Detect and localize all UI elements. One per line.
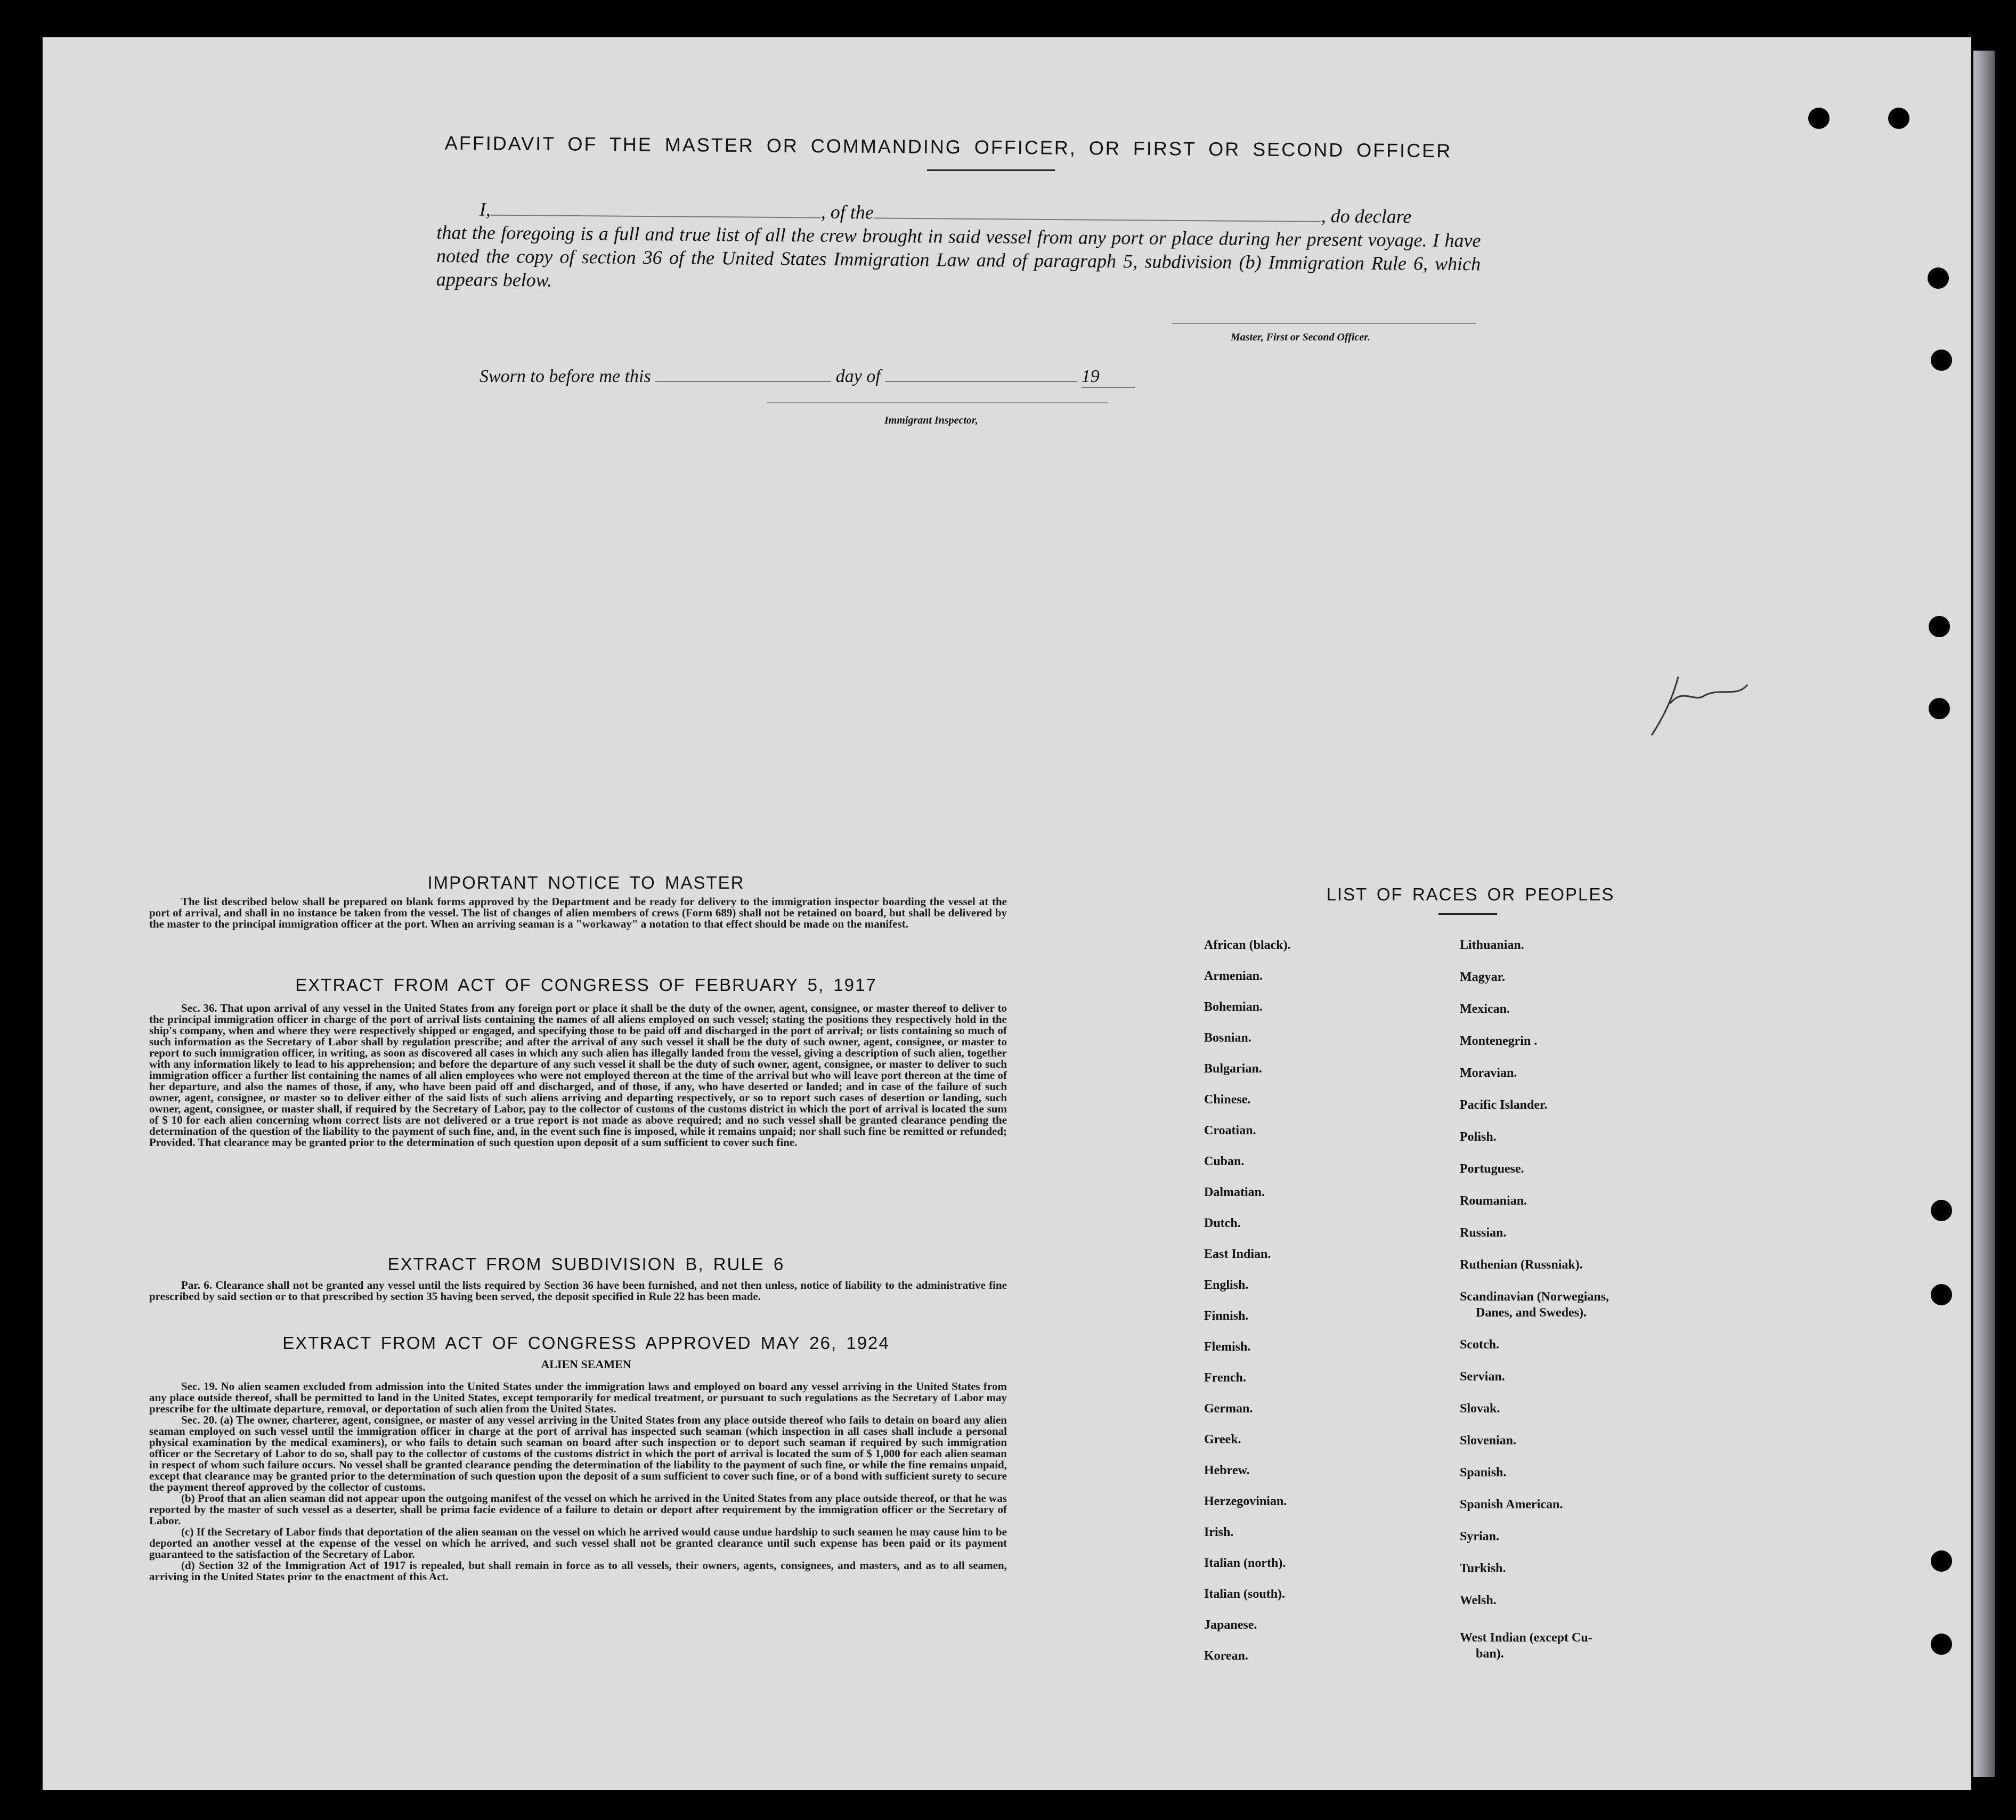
race-item: Italian (south). [1204, 1587, 1286, 1601]
race-item: Korean. [1204, 1649, 1248, 1663]
binder-hole-icon [1931, 350, 1952, 371]
extract-1924-paragraph: Sec. 19. No alien seamen excluded from admission into the United States under the immigration laws and employed on board any vessel arriving in the United States from any place outside thereof, shall be permitted to land in the United States, except temporarily for medical treatment, or pursuant to such regulations as the Secretary of Labor may prescribe for the ultimate departure, removal, or deportation of such alien from the United States. [149, 1380, 1007, 1415]
declare-label: , do declare [1321, 205, 1412, 228]
race-item: Greek. [1204, 1433, 1241, 1447]
sworn-month-field[interactable] [885, 381, 1077, 382]
binder-hole-icon [1931, 1284, 1952, 1305]
race-item: German. [1204, 1402, 1253, 1416]
race-item: Bulgarian. [1204, 1062, 1262, 1076]
race-item: Roumanian. [1460, 1194, 1527, 1208]
affidavit-declaration [436, 197, 1481, 299]
race-item: Scandinavian (Norwegians, [1460, 1290, 1609, 1304]
binder-hole-icon [1928, 267, 1949, 289]
binder-hole-icon [1929, 616, 1950, 637]
extract-1924-subtitle: ALIEN SEAMEN [541, 1358, 631, 1371]
binder-hole-icon [1931, 1550, 1952, 1572]
race-item: Lithuanian. [1460, 938, 1524, 952]
race-item: Armenian. [1204, 969, 1263, 983]
document-page [43, 37, 1971, 1790]
race-item: West Indian (except Cu- [1460, 1631, 1592, 1645]
sworn-day-field[interactable] [655, 381, 831, 382]
vessel-field[interactable] [874, 217, 1321, 222]
race-item: Spanish. [1460, 1466, 1507, 1480]
race-item: Herzegovinian. [1204, 1494, 1287, 1508]
extract-1924-text [149, 1381, 1007, 1582]
binder-hole-icon [1929, 698, 1950, 719]
race-item: Flemish. [1204, 1340, 1251, 1354]
binder-hole-icon [1931, 1200, 1952, 1221]
races-title-underline [1438, 913, 1497, 915]
race-item: Servian. [1460, 1370, 1505, 1384]
race-item: Moravian. [1460, 1066, 1517, 1080]
race-item: Dutch. [1204, 1216, 1241, 1230]
race-item: Cuban. [1204, 1155, 1245, 1168]
race-item: Mexican. [1460, 1002, 1510, 1016]
race-item: Bosnian. [1204, 1031, 1251, 1045]
inspector-signature-field[interactable] [767, 402, 1108, 403]
year-prefix: 19 [1081, 367, 1100, 386]
race-item: Ruthenian (Russniak). [1460, 1258, 1583, 1272]
extract-1917-title: EXTRACT FROM ACT OF CONGRESS OF FEBRUARY 5, 1917 [295, 975, 877, 995]
binder-hole-icon [1888, 108, 1909, 129]
race-item: Croatian. [1204, 1124, 1256, 1138]
signature-field[interactable] [1172, 323, 1476, 324]
race-item: Slovenian. [1460, 1434, 1517, 1448]
race-item: East Indian. [1204, 1247, 1271, 1261]
race-item: Welsh. [1460, 1594, 1497, 1607]
notice-paragraph: The list described below shall be prepared on blank forms approved by the Department and be ready for delivery to the immigration inspector boarding the vessel at the port of arrival, and shall in no instance be taken from the vessel. The list of changes of alien members of crews (Form 689) shall not be retained on board, but shall be delivered by the master to the principal immigration officer at the port. When an arriving seaman is a "workaway" a notation to that effect should be made on the manifest. [149, 895, 1007, 930]
race-item: Dalmatian. [1204, 1185, 1265, 1199]
extract-1917-paragraph: Sec. 36. That upon arrival of any vessel in the United States from any foreign port or place it shall be the duty of the owner, agent, consignee, or master thereof to deliver to the principal immigration officer in charge of the port of arrival lists containing the names of all aliens employed on such vessel; stating the positions they respectively hold in the ship's company, when and where they were respectively shipped or engaged, and specifying those to be paid off and discharged in the port of arrival; or lists containing so much of such information as the Secretary of Labor shall by regulation prescribe; and after the arrival of any such vessel it shall be the duty of such owner, agent, consignee, or master to report to such immigration officer, in writing, as soon as discovered all cases in which any such alien has illegally landed from the vessel, giving a description of such alien, together with any information likely to lead to his apprehension; and before the departure of any such vessel it shall be the duty of such owner, agent, consignee, or master to deliver to such immigration officer a further list containing the names of all alien employees who were not employed thereon at the time of the arrival but who will leave port thereon at the time of her departure, and also the names of those, if any, who have been paid off and discharged, and of those, if any, who have deserted or landed; and in case of the failure of such owner, agent, consignee, or master so to deliver either of the said lists of such aliens arriving and departing respectively, or so to report such cases of desertion or landing, such owner, agent, consignee, or master shall, if required by the Secretary of Labor, pay to the collector of customs of the customs district in which the port of arrival is located the sum of $ 10 for each alien concerning whom correct lists are not delivered or a true report is not made as above required; and no such vessel shall be granted clearance pending the determination of the question of the liability to the payment of such fine, and, in the event such fine is imposed, while it remains unpaid; nor shall such fine be remitted or refunded; Provided. That clearance may be granted prior to the determination of such question upon deposit of a sum sufficient to cover such fine. [149, 1002, 1007, 1149]
race-item: French. [1204, 1371, 1246, 1385]
race-item: Danes, and Swedes). [1476, 1306, 1587, 1320]
race-item: Chinese. [1204, 1093, 1251, 1107]
race-item: Polish. [1460, 1130, 1497, 1144]
race-item: Scotch. [1460, 1338, 1499, 1352]
signature-label: Master, First or Second Officer. [1231, 331, 1370, 343]
race-item: Irish. [1204, 1525, 1234, 1539]
sworn-year-field[interactable] [1082, 367, 1135, 388]
sworn-label: Sworn to before me this [479, 367, 651, 386]
extract-1924-title: EXTRACT FROM ACT OF CONGRESS APPROVED MAY 26, 1924 [282, 1333, 890, 1353]
race-item: Montenegrin . [1460, 1034, 1538, 1048]
race-item: ban). [1476, 1647, 1504, 1661]
extract-1924-paragraph: (b) Proof that an alien seaman did not appear upon the outgoing manifest of the vessel on which he arrived in the United States from any place outside thereof, or that he was reported by the master of such vessel as a deserter, shall be prima facie evidence of a failure to detain or deport after requirement by the immigration officer or the Secretary of Labor. [149, 1492, 1007, 1527]
extract-rule6-paragraph: Par. 6. Clearance shall not be granted any vessel until the lists required by Section 36 have been furnished, and not then unless, notice of liability to the administrative fine prescribed by said section or to that prescribed by section 35 having been served, the deposit specified in Rule 22 has been made. [149, 1279, 1007, 1303]
extract-rule6-text [149, 1280, 1007, 1302]
race-item: Portuguese. [1460, 1162, 1524, 1176]
extract-1924-paragraph: (c) If the Secretary of Labor finds that deportation of the alien seaman on the vessel on which he arrived would cause undue hardship to such seamen he may cause him to be deported an another vessel at the expense of the vessel on which he arrived, and such vessel shall not be granted clearance until such expense has been paid or its payment guaranteed to the satisfaction of the Secretary of Labor. [149, 1525, 1007, 1561]
extract-1924-paragraph: (d) Section 32 of the Immigration Act of 1917 is repealed, but shall remain in force as to all vessels, their owners, agents, consignees, and masters, and as to all seamen, arriving in the United States prior to the enactment of this Act. [149, 1559, 1007, 1583]
extract-1924-paragraph: Sec. 20. (a) The owner, charterer, agent, consignee, or master of any vessel arriving in the United States from any place outside thereof who fails to detain on board any alien seaman employed on such vessel until the immigration officer in charge at the port of arrival has inspected such seaman (which inspection in all cases shall include a personal physical examination by the medical examiners), or who fails to detain such seaman on board after such inspection or to deport such seaman if required by such immigration officer or the Secretary of Labor to do so, shall pay to the collector of customs of the customs district in which the port of arrival is located the sum of $ 1,000 for each alien seaman in respect of whom such failure occurs. No vessel shall be granted clearance pending the determination of the liability to the payment of such fine, or while the fine remains unpaid, except that clearance may be granted prior to the determination of such question upon the deposit of a sum sufficient to cover such fine, or of a bond with sufficient surety to secure the payment thereof approved by the collector of customs. [149, 1413, 1007, 1493]
race-item: African (black). [1204, 938, 1291, 952]
race-item: Spanish American. [1460, 1498, 1563, 1512]
extract-1917-text [149, 1003, 1007, 1148]
i-label: I, [479, 198, 491, 220]
affidavit-title: AFFIDAVIT OF THE MASTER OR COMMANDING OFFICER, OR FIRST OR SECOND OFFICER [444, 132, 1452, 162]
affidavit-body: that the foregoing is a full and true list of all the crew brought in said vessel from any port or place during her present voyage. I have noted the copy of section 36 of the United States Immigration Law and of paragraph 5, subdivision (b) Immigration Rule 6, which appears below. [436, 221, 1481, 291]
handwritten-mark-icon [1641, 666, 1769, 741]
title-underline [927, 169, 1055, 171]
race-item: Magyar. [1460, 970, 1506, 984]
race-item: Finnish. [1204, 1309, 1249, 1323]
notice-title: IMPORTANT NOTICE TO MASTER [427, 873, 745, 892]
race-item: English. [1204, 1278, 1249, 1292]
name-field[interactable] [491, 215, 821, 218]
extract-rule6-title: EXTRACT FROM SUBDIVISION B, RULE 6 [387, 1254, 785, 1274]
notice-text [149, 896, 1007, 930]
races-title: LIST OF RACES OR PEOPLES [1326, 884, 1615, 904]
binder-hole-icon [1931, 1634, 1952, 1655]
race-item: Russian. [1460, 1226, 1507, 1240]
race-item: Syrian. [1460, 1530, 1500, 1543]
race-item: Slovak. [1460, 1402, 1500, 1416]
sworn-line [479, 367, 1135, 388]
binder-hole-icon [1808, 108, 1830, 129]
of-the-label: , of the [820, 201, 874, 223]
day-of-label: day of [835, 367, 881, 386]
race-item: Pacific Islander. [1460, 1098, 1548, 1112]
race-item: Turkish. [1460, 1562, 1506, 1575]
race-item: Japanese. [1204, 1618, 1257, 1632]
race-item: Italian (north). [1204, 1556, 1286, 1570]
race-item: Bohemian. [1204, 1000, 1263, 1014]
inspector-label: Immigrant Inspector, [884, 415, 978, 426]
page-stack-edge [1973, 51, 1995, 1777]
race-item: Hebrew. [1204, 1464, 1250, 1477]
